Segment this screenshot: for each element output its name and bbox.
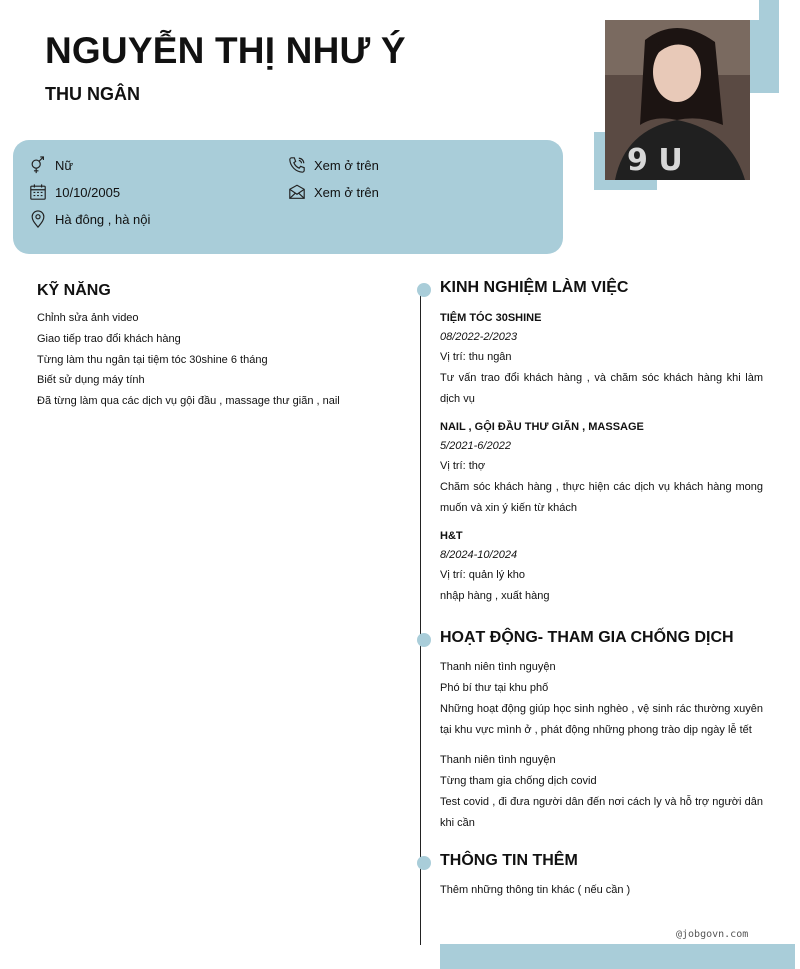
timeline-line xyxy=(420,290,421,945)
contact-gender xyxy=(29,156,73,174)
timeline-dot xyxy=(417,856,431,870)
skill-item: Đã từng làm qua các dịch vụ gội đầu , massage thư giãn , nail xyxy=(37,395,340,408)
skill-item: Chỉnh sửa ảnh video xyxy=(37,312,139,324)
extra-info-section xyxy=(440,852,763,901)
experience-description: Tư vấn trao đổi khách hàng , và chăm sóc khách hàng khi làm dịch vụ xyxy=(440,372,763,405)
job-title: THU NGÂN xyxy=(45,84,140,104)
experience-item xyxy=(440,309,763,410)
skill-item: Giao tiếp trao đổi khách hàng xyxy=(37,332,181,345)
experience-company: NAIL , GỘI ĐẦU THƯ GIÃN , MASSAGE xyxy=(440,421,644,433)
experience-item xyxy=(440,418,763,519)
experience-item xyxy=(440,527,763,607)
experience-position: Vị trí: quản lý kho xyxy=(440,569,525,581)
extra-info-text: Thêm những thông tin khác ( nếu cần ) xyxy=(440,884,631,896)
envelope-icon xyxy=(288,183,306,201)
skill-item: Từng làm thu ngân tại tiệm tóc 30shine 6 tháng xyxy=(37,353,268,366)
watermark: @jobgovn.com xyxy=(676,929,749,940)
skills-title: KỸ NĂNG xyxy=(37,282,111,299)
gender-icon xyxy=(29,156,47,174)
contact-email xyxy=(288,183,379,201)
activity-description: Test covid , đi đưa người dân đến nơi cách ly và hỗ trợ người dân khi cần xyxy=(440,796,763,829)
photo-frame-cutout xyxy=(682,0,759,20)
calendar-icon xyxy=(29,183,47,201)
contact-phone xyxy=(288,156,379,174)
svg-text:9 U: 9 U xyxy=(627,143,683,178)
skills-section xyxy=(37,282,397,412)
skills-list xyxy=(37,308,397,412)
experience-company: TIỆM TÓC 30SHINE xyxy=(440,312,542,324)
experience-company: H&T xyxy=(440,530,463,542)
location-pin-icon xyxy=(29,210,47,228)
profile-photo xyxy=(605,20,750,180)
experience-period: 8/2024-10/2024 xyxy=(440,549,518,561)
candidate-name: NGUYỄN THỊ NHƯ Ý xyxy=(45,30,406,71)
experience-position: Vị trí: thợ xyxy=(440,460,486,472)
gender-value: Nữ xyxy=(55,157,74,173)
experience-title: KINH NGHIỆM LÀM VIỆC xyxy=(440,279,629,296)
timeline-dot xyxy=(417,633,431,647)
experience-period: 08/2022-2/2023 xyxy=(440,331,518,343)
activity-role: Phó bí thư tại khu phố xyxy=(440,682,549,694)
birthday-value: 10/10/2005 xyxy=(55,184,121,200)
phone-value: Xem ở trên xyxy=(314,157,379,173)
experience-section xyxy=(440,279,763,607)
experience-period: 5/2021-6/2022 xyxy=(440,440,511,452)
activities-title: HOẠT ĐỘNG- THAM GIA CHỐNG DỊCH xyxy=(440,629,734,646)
experience-description: Chăm sóc khách hàng , thực hiện các dịch vụ khách hàng mong muốn và xin ý kiến từ khách xyxy=(440,481,763,514)
contact-birthday xyxy=(29,183,120,201)
footer-bar xyxy=(440,944,795,969)
contact-address xyxy=(29,210,150,228)
timeline-dot xyxy=(417,283,431,297)
activity-description: Những hoạt động giúp học sinh nghèo , vệ sinh rác thường xuyên tại khu vực mình ở , phát động những phong trào dịp ngày lễ tết xyxy=(440,703,763,736)
activity-org: Thanh niên tình nguyện xyxy=(440,754,556,766)
address-value: Hà đông , hà nội xyxy=(55,211,151,227)
skill-item: Biết sử dụng máy tính xyxy=(37,374,145,387)
email-value: Xem ở trên xyxy=(314,184,379,200)
activity-item xyxy=(440,750,763,834)
activity-role: Từng tham gia chống dịch covid xyxy=(440,775,597,787)
extra-info-title: THÔNG TIN THÊM xyxy=(440,852,578,869)
experience-position: Vị trí: thu ngân xyxy=(440,351,512,363)
phone-icon xyxy=(288,156,306,174)
experience-description: nhập hàng , xuất hàng xyxy=(440,590,550,602)
activity-item xyxy=(440,657,763,741)
activities-section xyxy=(440,629,763,834)
activity-org: Thanh niên tình nguyện xyxy=(440,661,556,673)
